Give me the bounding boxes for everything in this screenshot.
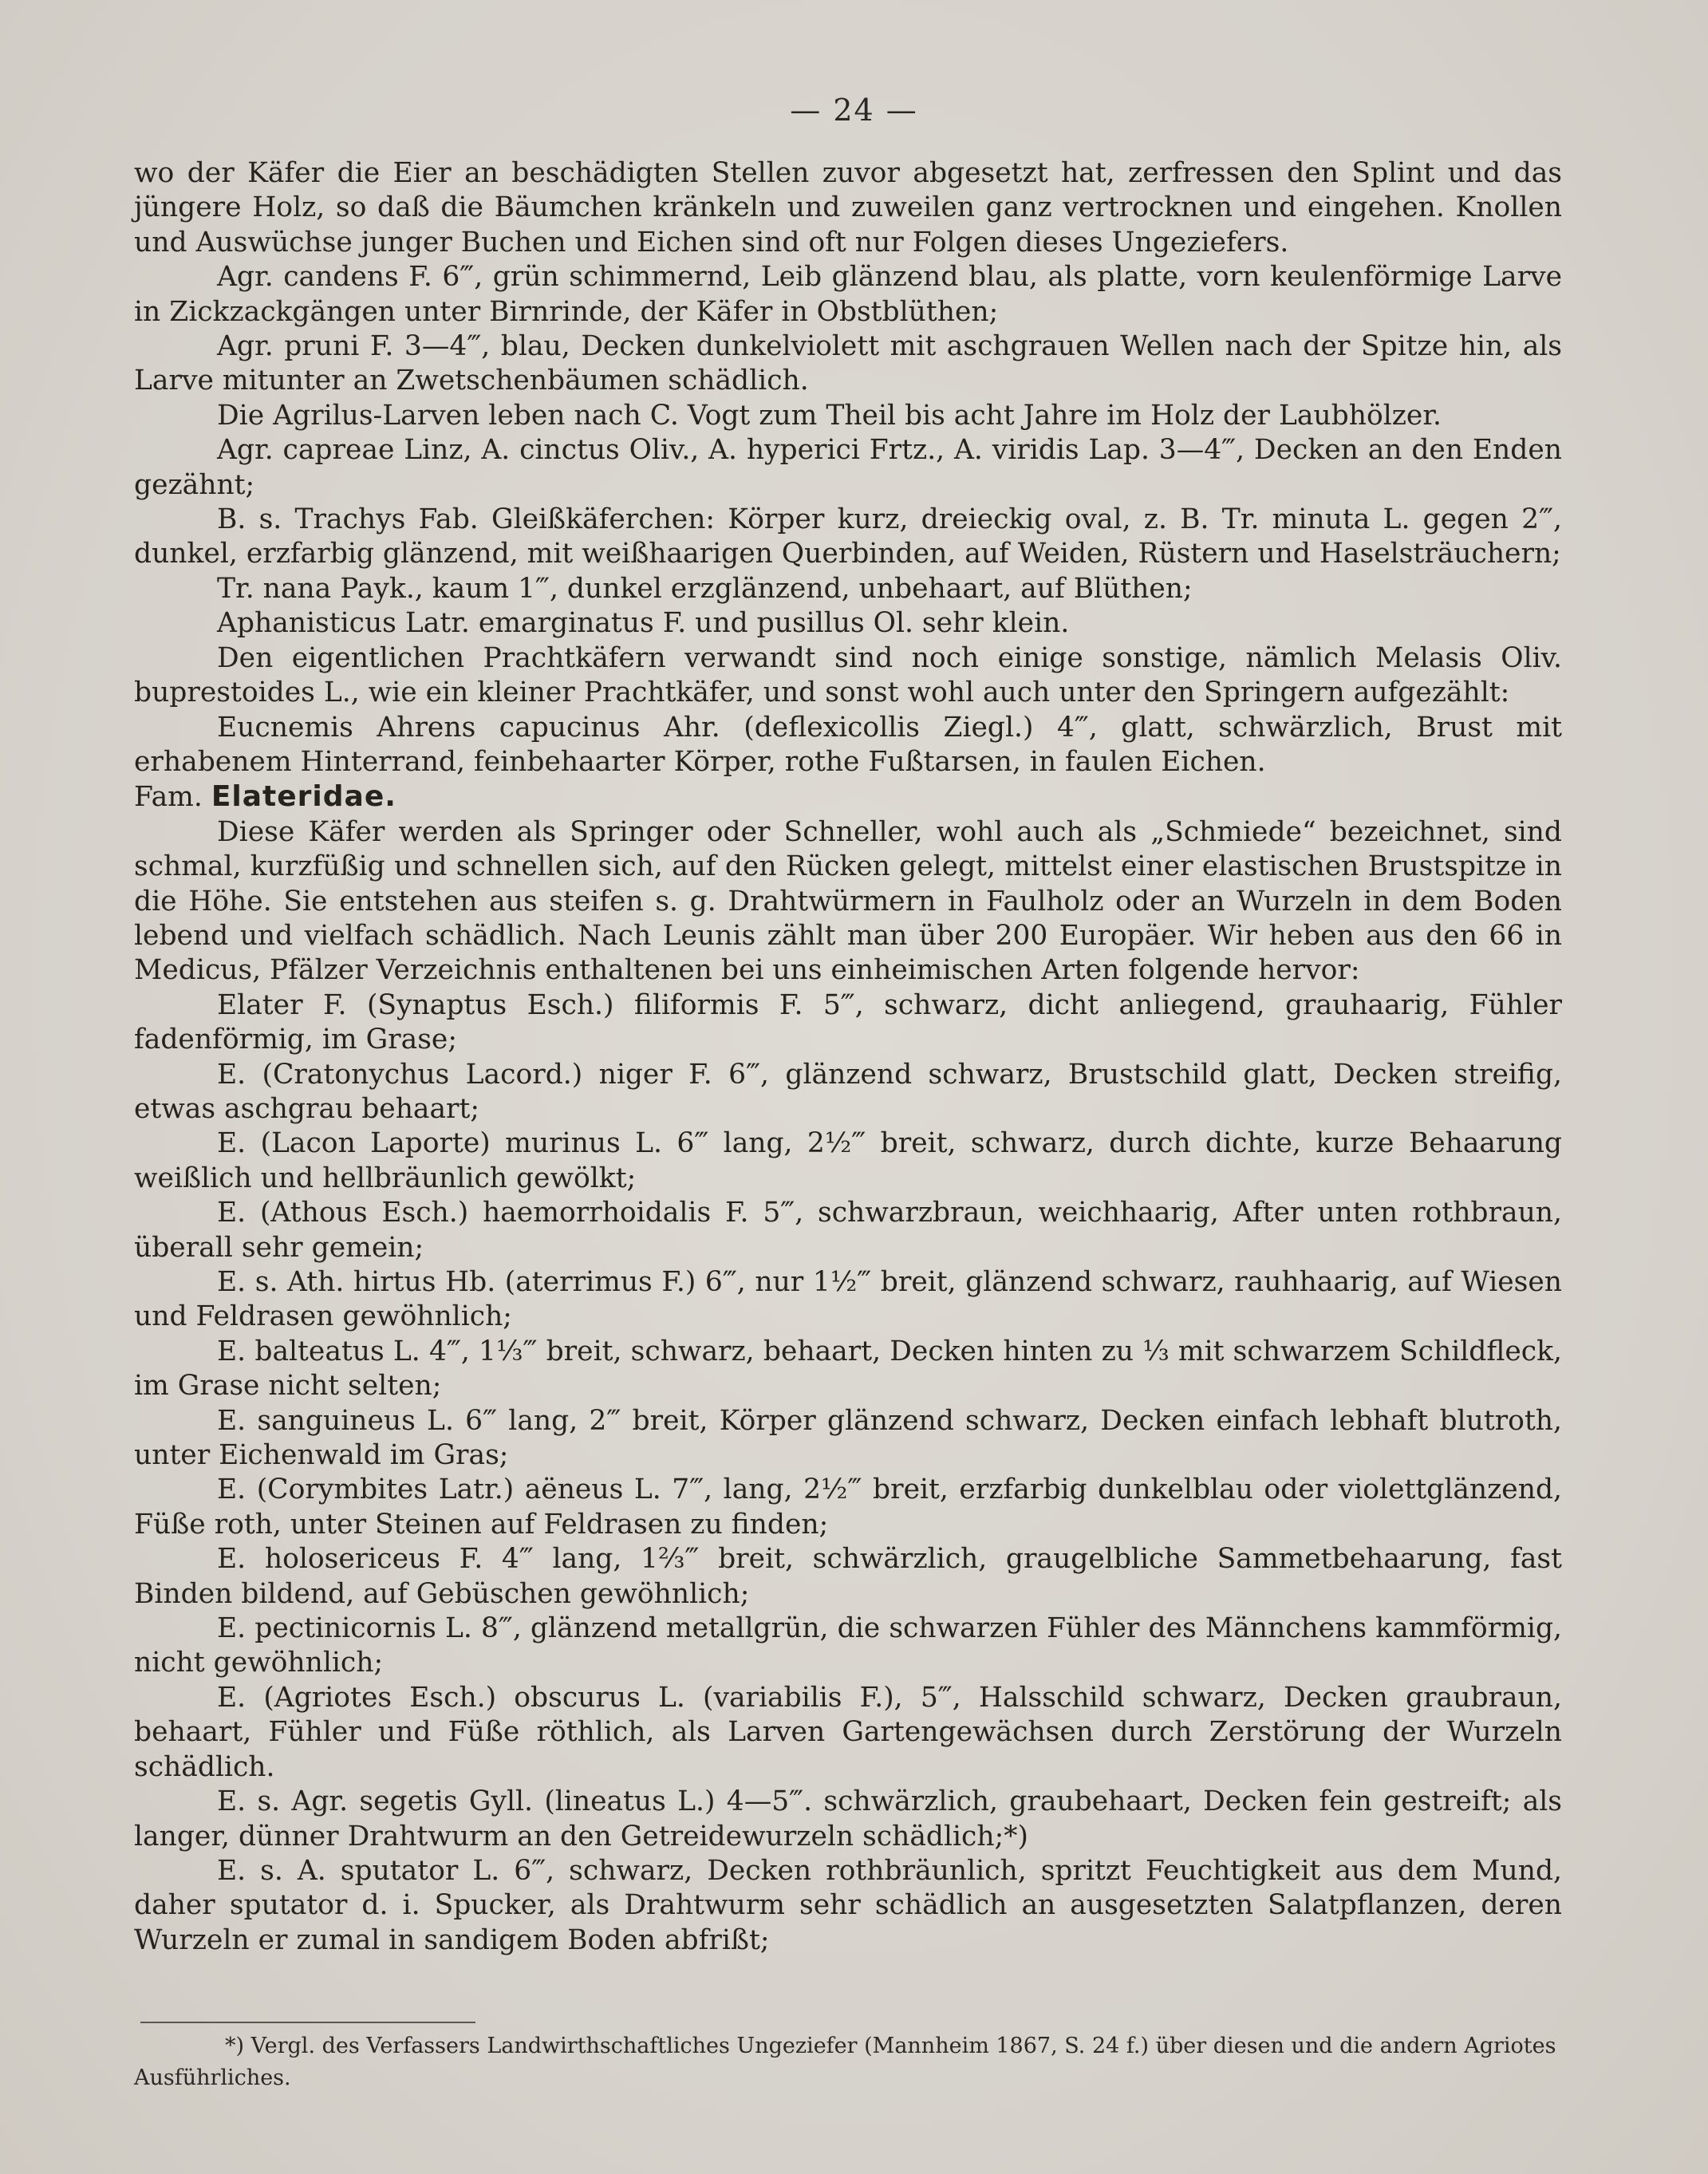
paragraph-melasis: Den eigentlichen Prachtkäfern verwandt sind noch einige sonstige, nämlich Melasis Oliv. buprestoides L., wie ein kleiner Prachtkäfer, und sonst wohl auch unter den Springern aufgezählt: — [134, 641, 1562, 709]
paragraph-holosericeus: E. holosericeus F. 4‴ lang, 1⅔‴ breit, schwärzlich, graugelbliche Sammetbehaarung, fast Binden bildend, auf Gebüschen gewöhnlich; — [134, 1543, 1562, 1610]
section-heading — [134, 779, 1562, 815]
paragraph-athous-haemorrhoidalis: E. (Athous Esch.) haemorrhoidalis F. 5‴, schwarzbraun, weichhaarig, After unten rothbraun, überall sehr gemein; — [134, 1197, 1562, 1264]
paragraph-elateridae-intro: Diese Käfer werden als Springer oder Schneller, wohl auch als „Schmiede“ bezeichnet, sind schmal, kurzfüßig und schnellen sich, auf den Rücken gelegt, mittelst einer elastischen Brustspitze in die Höhe. Sie entstehen aus steifen s. g. Drahtwürmern in Faulholz oder an Wurzeln in dem Boden lebend und vielfach schädlich. Nach Leunis zählt man über 200 Europäer. Wir heben aus den 66 in Medicus, Pfälzer Verzeichnis enthaltenen bei uns einheimischen Arten folgende hervor: — [134, 815, 1562, 987]
paragraph-ath-hirtus: E. s. Ath. hirtus Hb. (aterrimus F.) 6‴, nur 1½‴ breit, glänzend schwarz, rauhhaarig, auf Wiesen und Feldrasen gewöhnlich; — [134, 1266, 1562, 1333]
section-heading-title: Elateridae. — [211, 780, 396, 814]
footnote-divider — [140, 2022, 475, 2023]
body-text — [134, 156, 1562, 1958]
paragraph-trachys: B. s. Trachys Fab. Gleißkäferchen: Körper kurz, dreieckig oval, z. B. Tr. minuta L. gegen 2‴, dunkel, erzfarbig glänzend, mit weißhaarigen Querbinden, auf Weiden, Rüstern und Haselsträuchern; — [134, 503, 1562, 570]
paragraph-tr-nana: Tr. nana Payk., kaum 1‴, dunkel erzglänzend, unbehaart, auf Blüthen; — [217, 572, 1193, 605]
paragraph-cratonychus-niger: E. (Cratonychus Lacord.) niger F. 6‴, glänzend schwarz, Brustschild glatt, Decken streifig, etwas aschgrau behaart; — [134, 1058, 1562, 1125]
paragraph-agrilus-larven: Die Agrilus-Larven leben nach C. Vogt zum Theil bis acht Jahre im Holz der Laubhölzer. — [217, 399, 1442, 432]
paragraph-balteatus: E. balteatus L. 4‴, 1⅓‴ breit, schwarz, behaart, Decken hinten zu ⅓ mit schwarzem Schildfleck, im Grase nicht selten; — [134, 1335, 1562, 1403]
page-number: — 24 — — [790, 93, 918, 128]
paragraph-agriotes-obscurus: E. (Agriotes Esch.) obscurus L. (variabilis F.), 5‴, Halsschild schwarz, Decken graubraun, behaart, Fühler und Füße röthlich, als Larven Gartengewächsen durch Zerstörung der Wurzeln schädlich. — [134, 1681, 1562, 1783]
paragraph-elater-filiformis: Elater F. (Synaptus Esch.) filiformis F. 5‴, schwarz, dicht anliegend, grauhaarig, Fühler fadenförmig, im Grase; — [134, 988, 1562, 1056]
section-heading-prefix: Fam. — [134, 781, 203, 814]
paragraph-agr-segetis: E. s. Agr. segetis Gyll. (lineatus L.) 4—5‴. schwärzlich, graubehaart, Decken fein gestreift; als langer, dünner Drahtwurm an den Getreidewurzeln schädlich;*) — [134, 1785, 1562, 1852]
paragraph-lacon-murinus: E. (Lacon Laporte) murinus L. 6‴ lang, 2½‴ breit, schwarz, durch dichte, kurze Behaarung weißlich und hellbräunlich gewölkt; — [134, 1127, 1562, 1194]
paragraph-pectinicornis: E. pectinicornis L. 8‴, glänzend metallgrün, die schwarzen Fühler des Männchens kammförmig, nicht gewöhnlich; — [134, 1612, 1562, 1679]
paragraph-aphanisticus: Aphanisticus Latr. emarginatus F. und pusillus Ol. sehr klein. — [217, 607, 1070, 640]
paragraph-agr-candens: Agr. candens F. 6‴, grün schimmernd, Leib glänzend blau, als platte, vorn keulenförmige Larve in Zickzackgängen unter Birnrinde, der Käfer in Obstblüthen; — [134, 261, 1562, 328]
paragraph-agr-capreae: Agr. capreae Linz, A. cinctus Oliv., A. hyperici Frtz., A. viridis Lap. 3—4‴, Decken an den Enden gezähnt; — [134, 434, 1562, 501]
paragraph-sanguineus: E. sanguineus L. 6‴ lang, 2‴ breit, Körper glänzend schwarz, Decken einfach lebhaft blutroth, unter Eichenwald im Gras; — [134, 1404, 1562, 1472]
paragraph-agr-pruni: Agr. pruni F. 3—4‴, blau, Decken dunkelviolett mit aschgrauen Wellen nach der Spitze hin, als Larve mitunter an Zwetschenbäumen schädlich. — [134, 330, 1562, 397]
paragraph-continuation: wo der Käfer die Eier an beschädigten Stellen zuvor abgesetzt hat, zerfressen den Splint und das jüngere Holz, so daß die Bäumchen kränkeln und zuweilen ganz vertrocknen und eingehen. Knollen und Auswüchse junger Buchen und Eichen sind oft nur Folgen dieses Ungeziefers. — [134, 157, 1562, 258]
paragraph-corymbites-aeneus: E. (Corymbites Latr.) aëneus L. 7‴, lang, 2½‴ breit, erzfarbig dunkelblau oder violettglänzend, Füße roth, unter Steinen auf Feldrasen zu finden; — [134, 1474, 1562, 1541]
footnote — [134, 2030, 1562, 2094]
footnote-text: *) Vergl. des Verfassers Landwirthschaftliches Ungeziefer (Mannheim 1867, S. 24 f.) über diesen und die andern Agriotes Ausführliches. — [134, 2034, 1556, 2090]
paragraph-sputator: E. s. A. sputator L. 6‴, schwarz, Decken rothbräunlich, spritzt Feuchtigkeit aus dem Mund, daher sputator d. i. Spucker, als Drahtwurm sehr schädlich an ausgesetzten Salatpflanzen, deren Wurzeln er zumal in sandigem Boden abfrißt; — [134, 1854, 1562, 1956]
paragraph-eucnemis: Eucnemis Ahrens capucinus Ahr. (deflexicollis Ziegl.) 4‴, glatt, schwärzlich, Brust mit erhabenem Hinterrand, feinbehaarter Körper, rothe Fußtarsen, in faulen Eichen. — [134, 711, 1562, 778]
